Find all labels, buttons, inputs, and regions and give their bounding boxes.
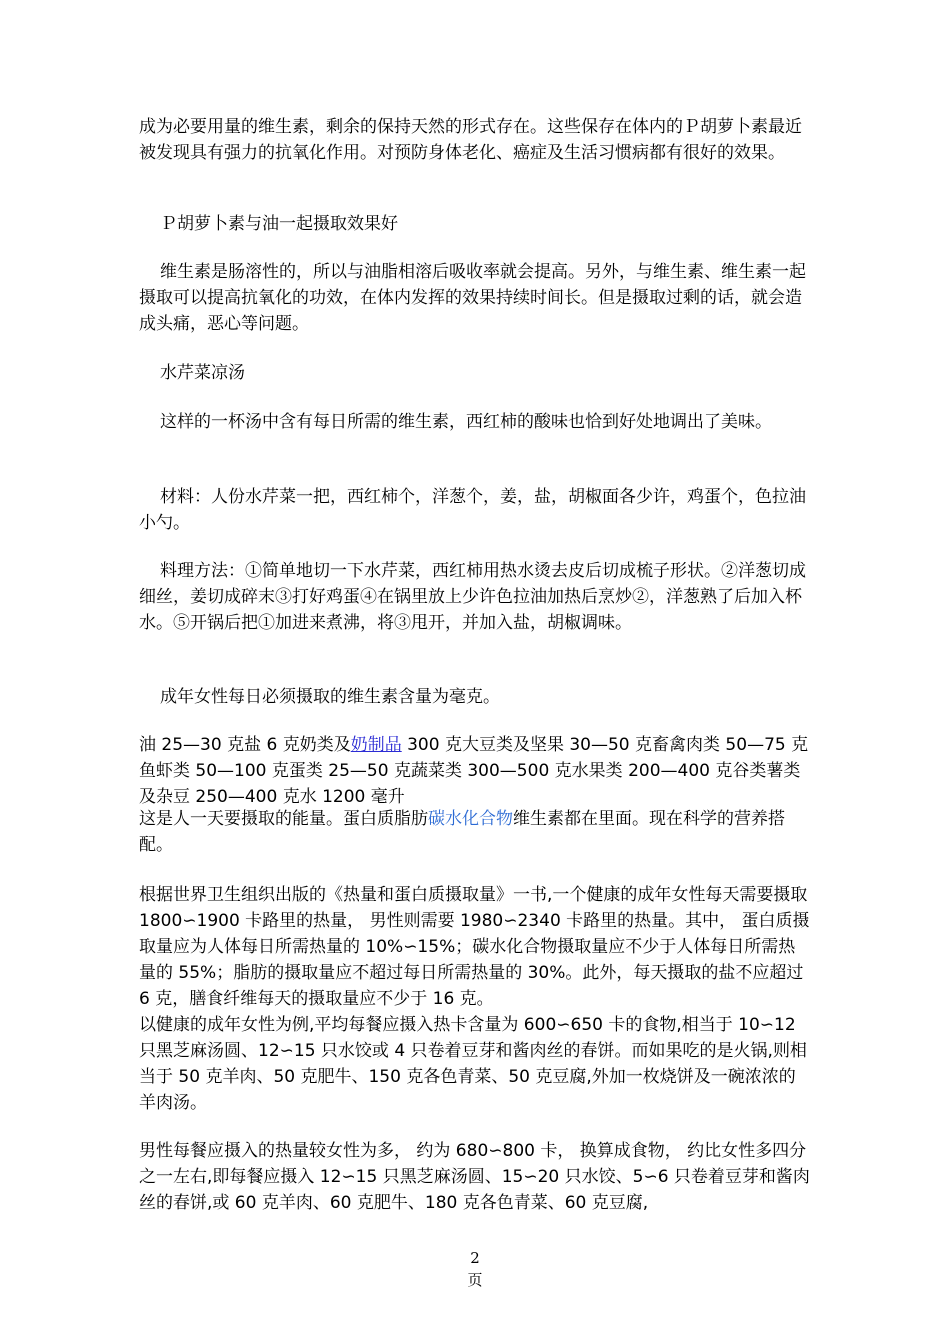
dairy-products-link[interactable]: 奶制品 xyxy=(350,735,402,755)
paragraph-1: 成为必要用量的维生素，剩余的保持天然的形式存在。这些保存在体内的Ｐ胡萝卜素最近被发现具有强力的抗氧化作用。对预防身体老化、癌症及生活习惯病都有很好的效果。 xyxy=(139,117,802,163)
paragraph-energy xyxy=(139,806,811,858)
paragraph-5: 这样的一杯汤中含有每日所需的维生素，西红柿的酸味也恰到好处地调出了美味。 xyxy=(160,412,772,432)
paragraph-food-amounts-text-a: 油 25—30 克盐 6 克奶类及 xyxy=(139,735,351,755)
paragraph-3: 维生素是肠溶性的，所以与油脂相溶后吸收率就会提高。另外，与维生素、维生素一起摄取可以提高抗氧化的功效，在体内发挥的效果持续时间长。但是摄取过剩的话，就会造成头痛，恶心等问题。 xyxy=(139,262,806,334)
paragraph-female-meal: 以健康的成年女性为例,平均每餐应摄入热卡含量为 600∽650 卡的食物,相当于 10∽12 只黑芝麻汤圆、12∽15 只水饺或 4 只卷着豆芽和酱肉丝的春饼。而如果吃的是火锅,则相当于 50 克羊肉、50 克肥牛、150 克各色青菜、50 克豆腐,外加一枚烧饼及一碗浓浓的羊肉汤。 xyxy=(139,1015,807,1113)
paragraph-male-meal: 男性每餐应摄入的热量较女性为多， 约为 680∽800 卡， 换算成食物， 约比女性多四分之一左右,即每餐应摄入 12∽15 只黑芝麻汤圆、15∽20 只水饺、5∽6 只卷着豆芽和酱肉丝的春饼,或 60 克羊肉、60 克肥牛、180 克各色青菜、60 克豆腐, xyxy=(139,1141,810,1213)
paragraph-8: 成年女性每日必须摄取的维生素含量为毫克。 xyxy=(160,687,500,707)
paragraph-energy-text-b: 维生素都在里面。现在科学的营养搭配。 xyxy=(139,809,785,855)
heading-carotene-oil: Ｐ胡萝卜素与油一起摄取效果好 xyxy=(160,214,398,234)
paragraph-method: 料理方法：①简单地切一下水芹菜，西红柿用热水烫去皮后切成梳子形状。②洋葱切成细丝，姜切成碎末③打好鸡蛋④在锅里放上少许色拉油加热后烹炒②，洋葱熟了后加入杯水。⑤开锅后把①加进来煮沸，将③甩开，并加入盐，胡椒调味。 xyxy=(139,561,806,633)
page-label: 页 xyxy=(467,1271,483,1289)
page-number: 2 xyxy=(470,1249,480,1267)
heading-watercress-soup: 水芹菜凉汤 xyxy=(160,363,245,383)
paragraph-food-amounts xyxy=(139,732,811,810)
paragraph-who-recommendation: 根据世界卫生组织出版的《热量和蛋白质摄取量》一书,一个健康的成年女性每天需要摄取 1800∽1900 卡路里的热量， 男性则需要 1980∽2340 卡路里的热量。其中， 蛋白质摄取量应为人体每日所需热量的 10%∽15%；碳水化合物摄取量应不少于人体每日所需热量的 55%；脂肪的摄取量应不超过每日所需热量的 30%。此外，每天摄取的盐不应超过 6 克，膳食纤维每天的摄取量应不少于 16 克。 xyxy=(139,885,810,1009)
paragraph-energy-text-a: 这是人一天要摄取的能量。蛋白质脂肪 xyxy=(139,809,428,829)
paragraph-food-amounts-text-b: 300 克大豆类及坚果 30—50 克畜禽肉类 50—75 克鱼虾类 50—100 克蛋类 25—50 克蔬菜类 300—500 克水果类 200—400 克谷类薯类及杂豆 250—400 克水 1200 毫升 xyxy=(139,735,809,807)
paragraph-ingredients: 材料：人份水芹菜一把，西红柿个，洋葱个，姜，盐，胡椒面各少许，鸡蛋个，色拉油小勺。 xyxy=(139,487,806,533)
carbohydrate-link[interactable]: 碳水化合物 xyxy=(428,809,513,829)
